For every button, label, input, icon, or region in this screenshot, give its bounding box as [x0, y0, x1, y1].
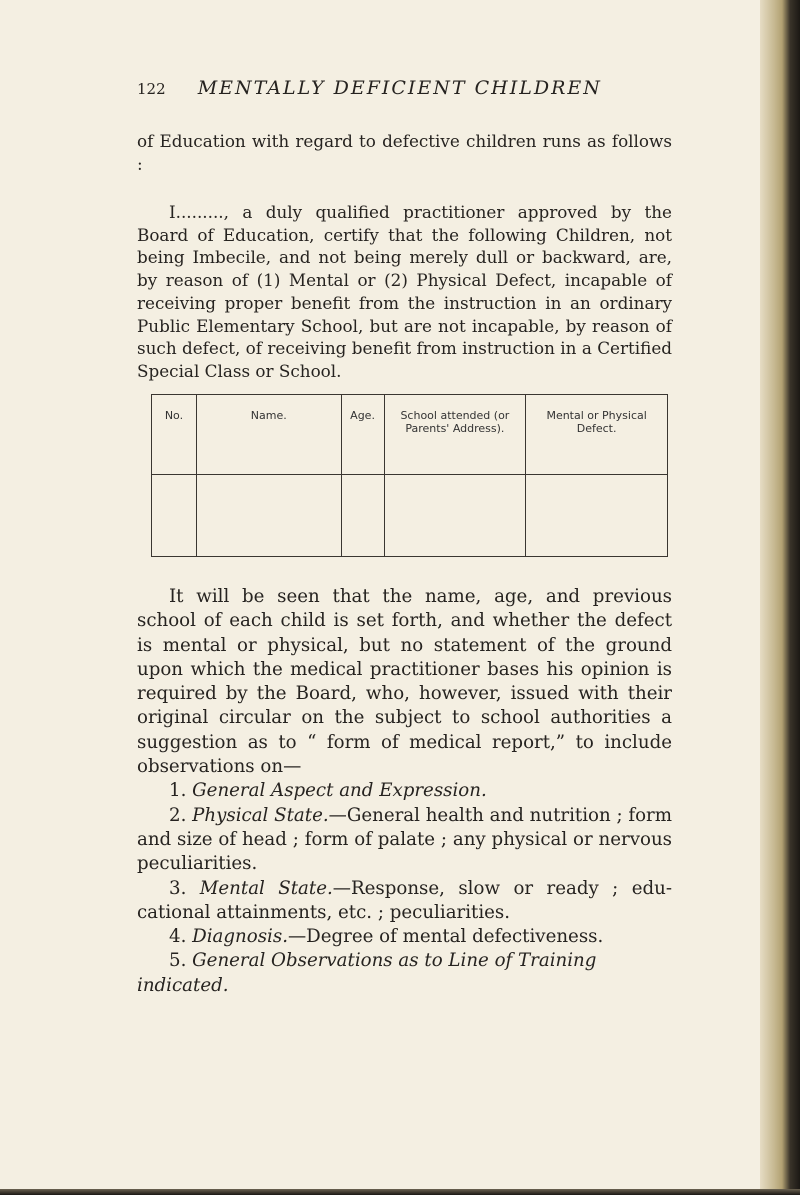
item-text: —General health and nutrition ; form and size of head ; form of palate ; any physical or nervous peculiarities. — [137, 804, 672, 875]
item-number: 5. — [169, 950, 187, 972]
observation-item — [137, 925, 672, 949]
table-cell — [384, 475, 526, 557]
item-number: 2. — [169, 804, 187, 826]
item-title: General Observations as to Line of Training indicated. — [137, 950, 597, 996]
certificate-paragraph — [137, 201, 672, 383]
item-title: Mental State. — [199, 877, 333, 899]
item-title: Physical State. — [192, 804, 329, 826]
table-cell — [196, 475, 341, 557]
observation-item — [137, 949, 672, 998]
item-title: General Aspect and Expression. — [192, 780, 487, 802]
page-number: 122 — [137, 80, 166, 98]
observation-item — [137, 877, 672, 926]
intro-text: of Education with regard to defective children runs as follows : — [137, 131, 672, 174]
item-title: Diagnosis. — [192, 926, 288, 948]
item-text: —Response, slow or ready ; educational attainments, etc. ; peculiarities. — [137, 877, 672, 923]
table-header-row — [152, 395, 668, 475]
page-header — [137, 77, 637, 99]
main-text — [137, 585, 672, 998]
observation-item — [137, 779, 672, 803]
item-number: 3. — [169, 877, 187, 899]
col-header-school: School attended (or Parents' Address). — [384, 395, 526, 475]
item-number: 1. — [169, 780, 187, 802]
col-header-no: No. — [152, 395, 197, 475]
observation-item — [137, 804, 672, 877]
certificate-text: I........., a duly qualified practitioner approved by the Board of Education, certify that the following Children, not being Imbecile, and not being merely dull or backward, are, by reason of (1) Mental or (2) Physical Defect, incapable of receiving proper benefit from the instruction in an ordinary Public Elementary School, but are not incapable, by reason of such defect, of receiving benefit from instruction in a Certified Special Class or School. — [137, 202, 672, 381]
col-header-defect: Mental or Physical Defect. — [526, 395, 668, 475]
body-paragraph: It will be seen that the name, age, and previous school of each child is set forth, and whether the defect is mental or physical, but no statement of the ground upon which the medical practitioner bases his opinion is required by the Board, who, however, issued with their original circular on the subject to school authorities a suggestion as to “ form of medical report,” to include observations on— — [137, 586, 672, 778]
item-number: 4. — [169, 926, 187, 948]
table-cell — [526, 475, 668, 557]
table-cell — [152, 475, 197, 557]
table-cell — [341, 475, 384, 557]
book-spine-shadow — [760, 0, 800, 1195]
col-header-age: Age. — [341, 395, 384, 475]
col-header-name: Name. — [196, 395, 341, 475]
table-row — [152, 475, 668, 557]
item-text: —Degree of mental defectiveness. — [287, 926, 604, 948]
page-bottom-edge — [0, 1189, 800, 1195]
certificate-form-table — [151, 394, 668, 557]
running-title: MENTALLY DEFICIENT CHILDREN — [197, 77, 602, 99]
intro-paragraph — [137, 130, 672, 175]
